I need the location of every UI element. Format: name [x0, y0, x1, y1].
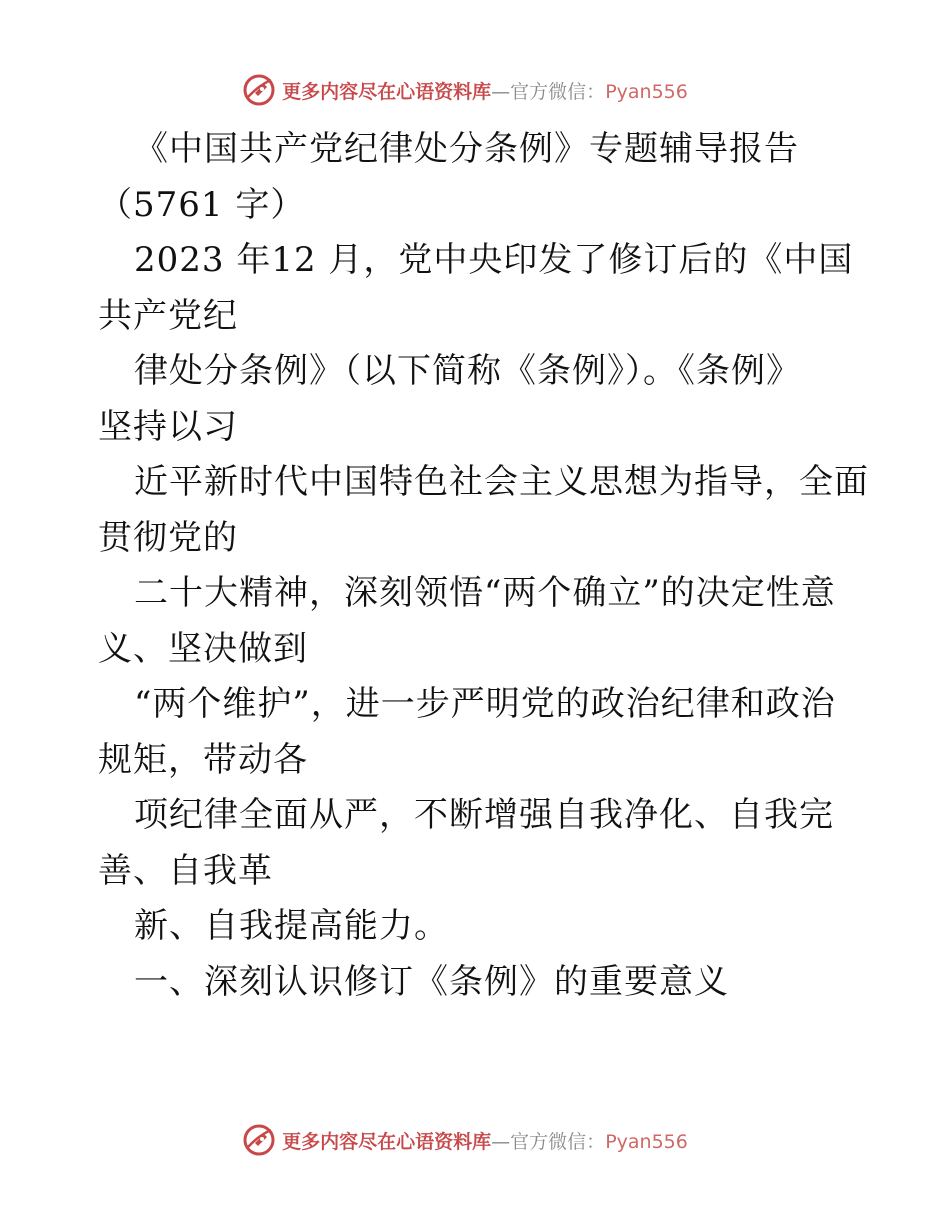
document-body: [98, 122, 869, 1010]
document-line: 近平新时代中国特色社会主义思想为指导，全面: [134, 462, 869, 502]
document-line: 二十大精神，深刻领悟“两个确立”的决定性意: [134, 573, 836, 613]
watermark-dash: —: [491, 80, 511, 103]
document-line: 项纪律全面从严，不断增强自我净化、自我完: [134, 795, 834, 835]
watermark-wechat-id: Pyan556: [605, 1130, 688, 1153]
ink-pen-logo-icon: [242, 73, 276, 107]
watermark-wechat-label: 官方微信：: [510, 1130, 606, 1153]
document-line: 贯彻党的: [98, 517, 238, 558]
document-line: 规矩，带动各: [98, 739, 308, 780]
document-line: 2023 年12 月，党中央印发了修订后的《中国: [134, 240, 854, 280]
document-line: 一、深刻认识修订《条例》的重要意义: [134, 961, 729, 1002]
document-line: 新、自我提高能力。: [134, 906, 449, 946]
footer-watermark: [0, 1120, 950, 1160]
header-watermark: [0, 70, 950, 110]
document-line: 共产党纪: [98, 295, 238, 336]
watermark-site-text: 更多内容尽在心语资料库: [282, 80, 492, 103]
document-line: （5761 字）: [98, 184, 306, 225]
document-line: 义、坚决做到: [98, 628, 308, 669]
watermark-text: [282, 1127, 688, 1154]
document-line: “两个维护”，进一步严明党的政治纪律和政治: [134, 684, 836, 724]
watermark-site-text: 更多内容尽在心语资料库: [282, 1130, 492, 1153]
watermark-text: [282, 77, 688, 104]
document-line: 坚持以习: [98, 406, 238, 447]
document-line: 律处分条例》（以下简称《条例》）。《条例》: [134, 351, 801, 391]
watermark-dash: —: [491, 1130, 511, 1153]
ink-pen-logo-icon: [242, 1123, 276, 1157]
watermark-wechat-id: Pyan556: [605, 80, 688, 103]
watermark-content: [242, 73, 688, 107]
document-line: 《中国共产党纪律处分条例》专题辅导报告: [134, 129, 799, 169]
watermark-wechat-label: 官方微信：: [510, 80, 606, 103]
watermark-content: [242, 1123, 688, 1157]
document-line: 善、自我革: [98, 850, 273, 891]
